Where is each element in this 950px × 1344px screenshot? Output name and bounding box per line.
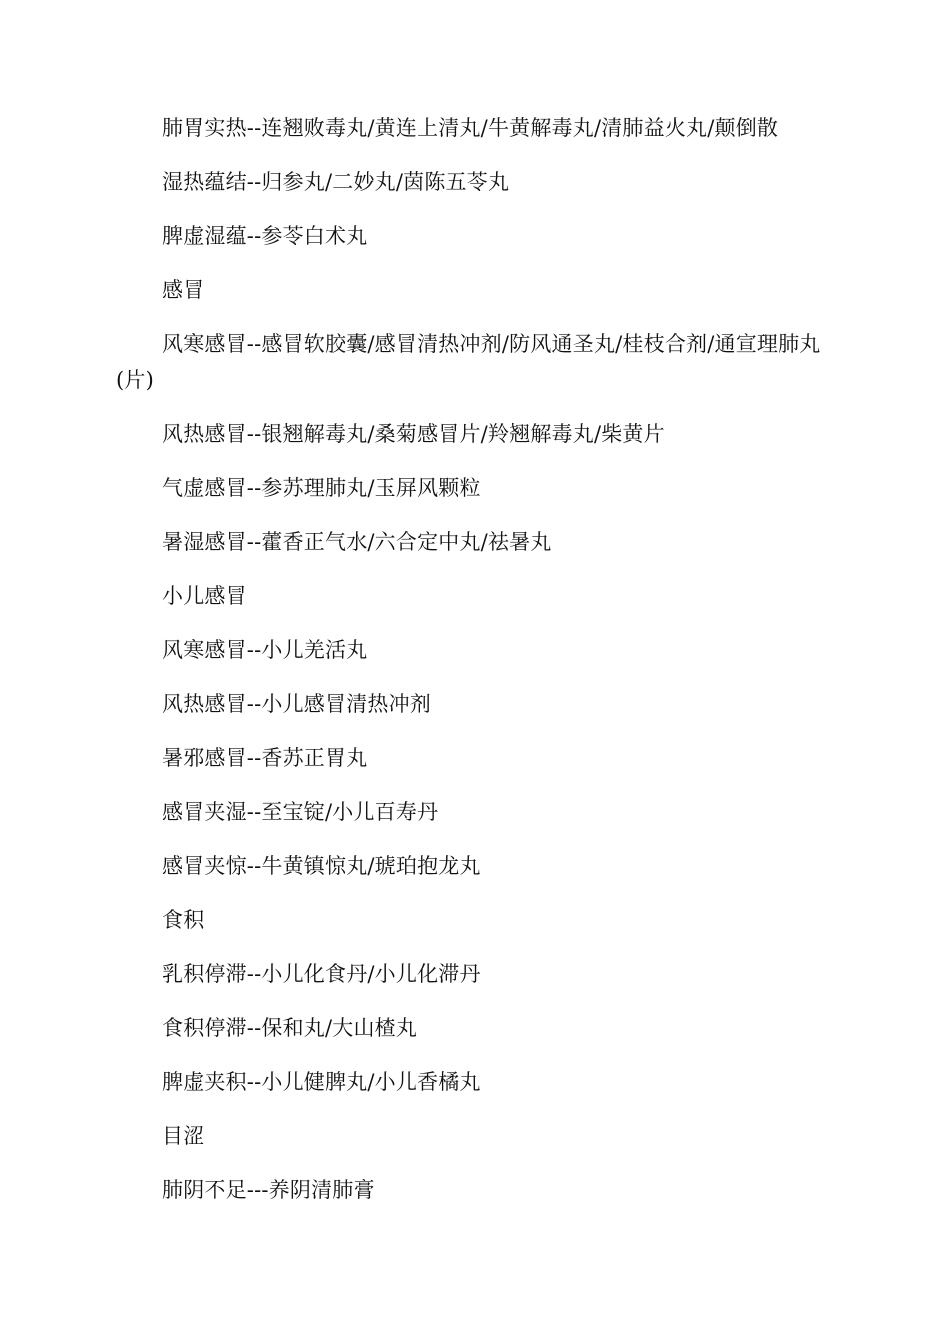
paragraph-child-wind-cold: 风寒感冒--小儿羌活丸 [162, 638, 368, 662]
paragraph-milk-stagnation: 乳积停滞--小儿化食丹/小儿化滞丹 [162, 962, 481, 986]
paragraph-wind-cold: 风寒感冒--感冒软胶囊/感冒清热冲剂/防风通圣丸/桂枝合剂/通宣理肺丸(片) [116, 332, 821, 392]
paragraph-qi-deficiency-cold: 气虚感冒--参苏理肺丸/玉屏风颗粒 [162, 476, 481, 500]
section-heading-child-cold: 小儿感冒 [162, 584, 247, 608]
paragraph-cold-with-damp: 感冒夹湿--至宝锭/小儿百寿丹 [162, 800, 439, 824]
paragraph-summer-damp-cold: 暑湿感冒--藿香正气水/六合定中丸/祛暑丸 [162, 530, 552, 554]
section-heading-cold: 感冒 [162, 278, 205, 302]
section-heading-dry-eyes: 目涩 [162, 1124, 205, 1148]
paragraph-food-stagnation: 食积停滞--保和丸/大山楂丸 [162, 1016, 418, 1040]
paragraph-wind-heat: 风热感冒--银翘解毒丸/桑菊感冒片/羚翘解毒丸/柴黄片 [162, 422, 665, 446]
paragraph-lung-stomach-heat: 肺胃实热--连翘败毒丸/黄连上清丸/牛黄解毒丸/清肺益火丸/颠倒散 [162, 116, 779, 140]
paragraph-damp-heat: 湿热蕴结--归参丸/二妙丸/茵陈五苓丸 [162, 170, 510, 194]
paragraph-spleen-deficiency-damp: 脾虚湿蕴--参苓白术丸 [162, 224, 368, 248]
paragraph-lung-yin-deficiency: 肺阴不足---养阴清肺膏 [162, 1178, 375, 1202]
section-heading-food-stagnation: 食积 [162, 908, 205, 932]
paragraph-cold-with-convulsion: 感冒夹惊--牛黄镇惊丸/琥珀抱龙丸 [162, 854, 481, 878]
paragraph-spleen-deficiency-stagnation: 脾虚夹积--小儿健脾丸/小儿香橘丸 [162, 1070, 481, 1094]
document-body [116, 110, 836, 1226]
paragraph-child-wind-heat: 风热感冒--小儿感冒清热冲剂 [162, 692, 431, 716]
paragraph-child-summer-cold: 暑邪感冒--香苏正胃丸 [162, 746, 368, 770]
